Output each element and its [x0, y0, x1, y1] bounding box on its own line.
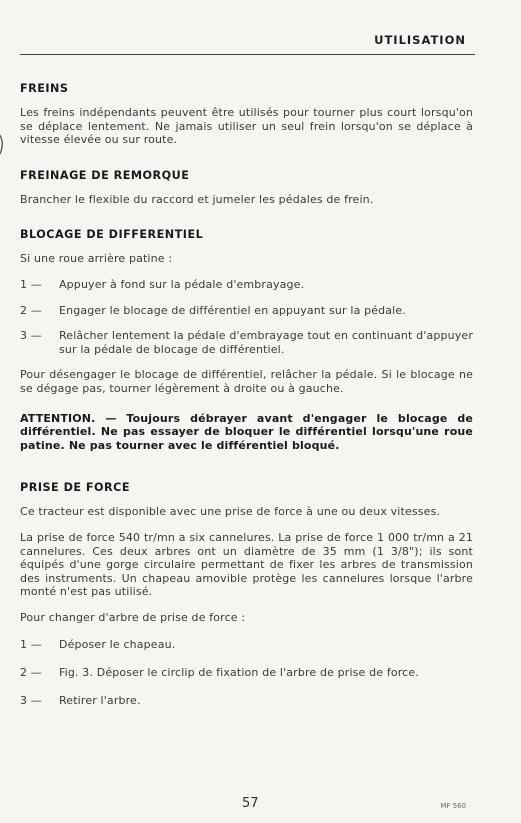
step-text: Relâcher lentement la pédale d'embrayage tout en continuant d'appuyer sur la pédale de blocage de différentiel.: [59, 329, 473, 356]
section-freins: [20, 82, 473, 147]
step-text: Déposer le chapeau.: [59, 638, 176, 652]
header-rule: [20, 54, 475, 55]
section-heading-prise: PRISE DE FORCE: [20, 481, 131, 495]
section-freinage-remorque: [20, 169, 473, 207]
list-item: [20, 304, 473, 318]
page-number: 57: [242, 796, 259, 811]
section-heading-freins: FREINS: [20, 82, 69, 95]
step-number: 1 —: [20, 638, 42, 652]
list-item: [20, 694, 473, 708]
list-item: [20, 666, 473, 680]
paragraph-prise-1: Ce tracteur est disponible avec une prise de force à une ou deux vitesses.: [20, 505, 441, 519]
step-number: 1 —: [20, 277, 42, 291]
paragraph-prise-intro: Pour changer d'arbre de prise de force :: [20, 610, 246, 624]
paragraph-blocage-intro: Si une roue arrière patine :: [20, 252, 173, 266]
section-heading-blocage: BLOCAGE DE DIFFERENTIEL: [20, 228, 204, 242]
step-text: Engager le blocage de différentiel en appuyant sur la pédale.: [59, 303, 406, 317]
page-header-title: UTILISATION: [374, 33, 466, 47]
step-text: Fig. 3. Déposer le circlip de fixation de l'arbre de prise de force.: [59, 666, 419, 680]
step-number: 2 —: [20, 303, 42, 317]
prise-steps-list: [20, 638, 473, 707]
attention-warning: ATTENTION. — Toujours débrayer avant d'engager le blocage de différentiel. Ne pas essayer de bloquer le différentiel lorsqu'une roue patine. Ne pas tourner avec le différentiel bloqué.: [20, 411, 473, 452]
step-text: Appuyer à fond sur la pédale d'embrayage.: [59, 277, 305, 291]
model-label: MF 560: [440, 802, 466, 810]
page-content: [20, 82, 473, 729]
paragraph-freins: Les freins indépendants peuvent être utilisés pour tourner plus court lorsqu'on se déplace lentement. Ne jamais utiliser un seul frein lorsqu'on se déplace à vitesse élevée ou sur route.: [20, 106, 473, 147]
blocage-steps-list: [20, 278, 473, 356]
list-item: [20, 329, 473, 356]
margin-bracket-mark: [0, 132, 10, 160]
list-item: [20, 638, 473, 652]
paragraph-remorque: Brancher le flexible du raccord et jumeler les pédales de frein.: [20, 192, 374, 206]
section-blocage-differentiel: [20, 228, 473, 452]
step-text: Retirer l'arbre.: [59, 693, 141, 707]
list-item: [20, 278, 473, 292]
step-number: 3 —: [20, 329, 42, 343]
paragraph-prise-2: La prise de force 540 tr/mn a six cannelures. La prise de force 1 000 tr/mn a 21 cannelures. Ces deux arbres ont un diamètre de 35 mm (1 3/8"); ils sont équipés d'une gorge circulaire permettant de fixer les arbres de transmission des instruments. Un chapeau amovible protège les cannelures lorsque l'arbre monté n'est pas utilisé.: [20, 530, 473, 599]
paragraph-blocage-outro: Pour désengager le blocage de différentiel, relâcher la pédale. Si le blocage ne se dégage pas, tourner légèrement à droite ou à gauche.: [20, 368, 473, 395]
step-number: 3 —: [20, 693, 42, 707]
section-heading-remorque: FREINAGE DE REMORQUE: [20, 168, 190, 182]
section-prise-de-force: [20, 481, 473, 707]
step-number: 2 —: [20, 666, 42, 680]
